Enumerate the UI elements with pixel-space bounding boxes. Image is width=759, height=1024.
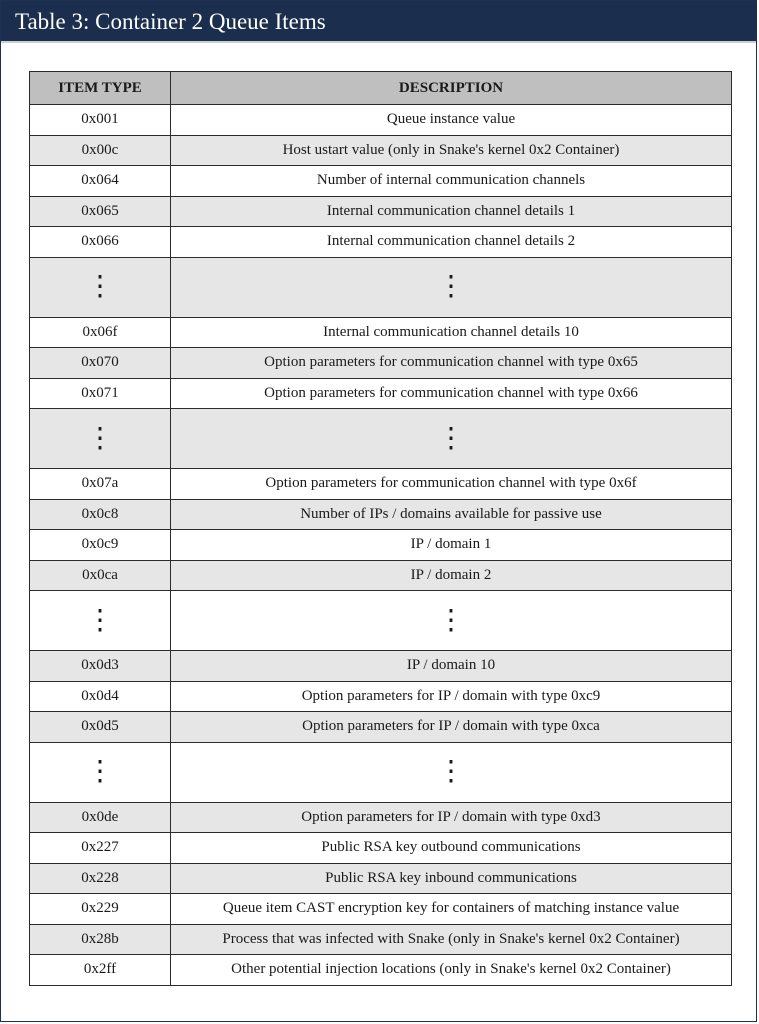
ellipsis-description: ⋮ bbox=[171, 591, 732, 651]
table-row bbox=[30, 955, 732, 986]
ellipsis-row bbox=[30, 257, 732, 317]
description-cell: Host ustart value (only in Snake's kernel 0x2 Container) bbox=[171, 135, 732, 166]
item-type-cell: 0x227 bbox=[30, 833, 171, 864]
item-type-cell: 0x065 bbox=[30, 196, 171, 227]
description-cell: Option parameters for IP / domain with type 0xd3 bbox=[171, 802, 732, 833]
table-row bbox=[30, 894, 732, 925]
description-cell: Option parameters for communication channel with type 0x6f bbox=[171, 469, 732, 500]
ellipsis-row bbox=[30, 591, 732, 651]
table-row bbox=[30, 135, 732, 166]
table-row bbox=[30, 530, 732, 561]
description-cell: IP / domain 1 bbox=[171, 530, 732, 561]
item-type-cell: 0x28b bbox=[30, 924, 171, 955]
table-row bbox=[30, 227, 732, 258]
table-row bbox=[30, 802, 732, 833]
table-row bbox=[30, 378, 732, 409]
ellipsis-item-type: ⋮ bbox=[30, 742, 171, 802]
item-type-cell: 0x070 bbox=[30, 348, 171, 379]
table-row bbox=[30, 560, 732, 591]
item-type-cell: 0x00c bbox=[30, 135, 171, 166]
description-cell: Number of internal communication channels bbox=[171, 166, 732, 197]
item-type-cell: 0x0c9 bbox=[30, 530, 171, 561]
description-cell: Option parameters for IP / domain with type 0xc9 bbox=[171, 681, 732, 712]
description-cell: Queue item CAST encryption key for containers of matching instance value bbox=[171, 894, 732, 925]
description-cell: Other potential injection locations (only in Snake's kernel 0x2 Container) bbox=[171, 955, 732, 986]
item-type-cell: 0x2ff bbox=[30, 955, 171, 986]
table-row bbox=[30, 681, 732, 712]
item-type-cell: 0x0d4 bbox=[30, 681, 171, 712]
table-row bbox=[30, 317, 732, 348]
ellipsis-description: ⋮ bbox=[171, 257, 732, 317]
table-row bbox=[30, 348, 732, 379]
description-cell: Number of IPs / domains available for passive use bbox=[171, 499, 732, 530]
table-row bbox=[30, 166, 732, 197]
table-row bbox=[30, 863, 732, 894]
table-row bbox=[30, 924, 732, 955]
description-cell: Internal communication channel details 2 bbox=[171, 227, 732, 258]
description-cell: Public RSA key inbound communications bbox=[171, 863, 732, 894]
table-row bbox=[30, 105, 732, 136]
item-type-cell: 0x06f bbox=[30, 317, 171, 348]
header-description: DESCRIPTION bbox=[171, 72, 732, 105]
ellipsis-description: ⋮ bbox=[171, 409, 732, 469]
description-cell: IP / domain 10 bbox=[171, 651, 732, 682]
description-cell: Internal communication channel details 10 bbox=[171, 317, 732, 348]
item-type-cell: 0x0de bbox=[30, 802, 171, 833]
description-cell: Public RSA key outbound communications bbox=[171, 833, 732, 864]
item-type-cell: 0x0c8 bbox=[30, 499, 171, 530]
item-type-cell: 0x228 bbox=[30, 863, 171, 894]
ellipsis-row bbox=[30, 409, 732, 469]
table-row bbox=[30, 469, 732, 500]
item-type-cell: 0x001 bbox=[30, 105, 171, 136]
description-cell: Process that was infected with Snake (only in Snake's kernel 0x2 Container) bbox=[171, 924, 732, 955]
item-type-cell: 0x066 bbox=[30, 227, 171, 258]
item-type-cell: 0x0d3 bbox=[30, 651, 171, 682]
ellipsis-description: ⋮ bbox=[171, 742, 732, 802]
description-cell: Option parameters for communication channel with type 0x66 bbox=[171, 378, 732, 409]
queue-items-table-container bbox=[29, 71, 731, 986]
table-header-row bbox=[30, 72, 732, 105]
table-title: Table 3: Container 2 Queue Items bbox=[1, 1, 756, 43]
description-cell: IP / domain 2 bbox=[171, 560, 732, 591]
ellipsis-item-type: ⋮ bbox=[30, 257, 171, 317]
item-type-cell: 0x07a bbox=[30, 469, 171, 500]
ellipsis-item-type: ⋮ bbox=[30, 591, 171, 651]
description-cell: Option parameters for IP / domain with type 0xca bbox=[171, 712, 732, 743]
ellipsis-item-type: ⋮ bbox=[30, 409, 171, 469]
item-type-cell: 0x0d5 bbox=[30, 712, 171, 743]
item-type-cell: 0x064 bbox=[30, 166, 171, 197]
table-row bbox=[30, 712, 732, 743]
item-type-cell: 0x0ca bbox=[30, 560, 171, 591]
description-cell: Internal communication channel details 1 bbox=[171, 196, 732, 227]
table-row bbox=[30, 196, 732, 227]
ellipsis-row bbox=[30, 742, 732, 802]
item-type-cell: 0x229 bbox=[30, 894, 171, 925]
header-item-type: ITEM TYPE bbox=[30, 72, 171, 105]
description-cell: Option parameters for communication channel with type 0x65 bbox=[171, 348, 732, 379]
table-row bbox=[30, 833, 732, 864]
queue-items-table bbox=[29, 71, 732, 986]
item-type-cell: 0x071 bbox=[30, 378, 171, 409]
table-row bbox=[30, 499, 732, 530]
description-cell: Queue instance value bbox=[171, 105, 732, 136]
table-row bbox=[30, 651, 732, 682]
